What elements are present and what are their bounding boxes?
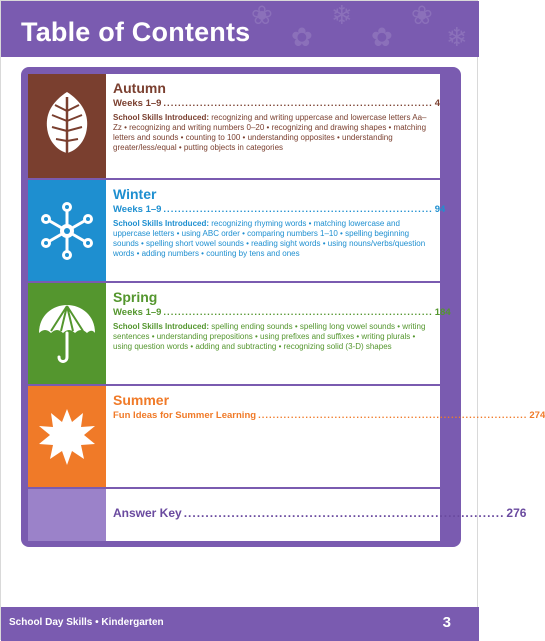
summer-content	[106, 386, 545, 487]
toc-entry-winter[interactable]	[28, 180, 446, 281]
umbrella-icon	[35, 299, 99, 369]
entry-label: Answer Key	[113, 506, 182, 520]
summer-tile	[28, 386, 106, 487]
toc-entry-answer-key[interactable]	[28, 489, 527, 541]
season-title: Spring	[113, 289, 158, 305]
skills-list: spelling ending sounds • spelling long vowel sounds • writing sentences • understanding prepositions • using prefixes and suffixes • writing plurals • using question words • adding and subtracting • recognizing solid (3-D) shapes	[113, 322, 426, 351]
skills-lead: School Skills Introduced:	[113, 219, 210, 228]
decorative-pattern-icon: ❀	[411, 1, 433, 31]
skills-list: recognizing rhyming words • matching lowercase and uppercase letters • using ABC order • comparing numbers 1–10 • spelling beginning sounds • spelling short vowel sounds • reading sight words • using nouns/verbs/question words • adding numbers • counting by tens and ones	[113, 219, 426, 258]
dot-leader: ..........................................................................	[258, 410, 528, 421]
dot-leader: ..........................................................................	[163, 98, 433, 109]
page-number: 94	[434, 204, 446, 215]
decorative-pattern-icon: ✿	[371, 23, 393, 53]
spring-content	[106, 283, 451, 384]
weeks-label: Weeks 1–9	[113, 98, 162, 109]
weeks-label: Weeks 1–9	[113, 204, 162, 215]
page-number: 4	[434, 98, 441, 109]
winter-tile	[28, 180, 106, 281]
page-title: Table of Contents	[21, 17, 251, 47]
skills-text	[113, 322, 432, 352]
answer-key-tile	[28, 489, 106, 541]
page-number: 184	[434, 307, 451, 318]
sun-icon	[37, 407, 97, 467]
skills-lead: School Skills Introduced:	[113, 322, 210, 331]
decorative-pattern-icon: ✿	[291, 23, 313, 53]
skills-lead: School Skills Introduced:	[113, 113, 210, 122]
weeks-line	[113, 97, 441, 111]
skills-text	[113, 219, 432, 259]
season-title: Summer	[113, 392, 170, 408]
dot-leader: ..........................................................................	[183, 506, 505, 520]
toc-entry-autumn[interactable]	[28, 74, 440, 178]
answer-key-content	[106, 489, 527, 541]
weeks-label: Weeks 1–9	[113, 307, 162, 318]
summer-entry-line	[113, 409, 545, 423]
answer-key-line	[113, 503, 527, 523]
leaf-icon	[38, 89, 96, 163]
weeks-line	[113, 306, 451, 320]
page-number: 274	[529, 410, 545, 421]
autumn-content	[106, 74, 440, 178]
season-title: Autumn	[113, 80, 166, 96]
footer-band	[1, 607, 479, 641]
decorative-pattern-icon: ❄	[446, 23, 468, 53]
weeks-line	[113, 203, 446, 217]
page-number: 276	[506, 506, 527, 520]
autumn-tile	[28, 74, 106, 178]
toc-entry-summer[interactable]	[28, 386, 545, 487]
decorative-pattern-icon: ❄	[331, 1, 353, 31]
skills-list: recognizing and writing uppercase and lowercase letters Aa–Zz • recognizing and writing numbers 0–20 • recognizing and drawing shapes • matching letters and sounds • counting to 100 • understanding opposites • understanding greater/less/equal • putting objects in categories	[113, 113, 427, 152]
footer-book-title: School Day Skills • Kindergarten	[9, 617, 164, 628]
toc-entry-spring[interactable]	[28, 283, 451, 384]
snowflake-icon	[35, 199, 99, 263]
header-band	[1, 1, 479, 57]
entry-label: Fun Ideas for Summer Learning	[113, 410, 257, 421]
season-title: Winter	[113, 186, 157, 202]
skills-text	[113, 113, 432, 153]
dot-leader: ..........................................................................	[163, 307, 433, 318]
decorative-pattern-icon: ❀	[251, 1, 273, 31]
winter-content	[106, 180, 446, 281]
footer-page-number: 3	[442, 614, 451, 631]
spring-tile	[28, 283, 106, 384]
dot-leader: ..........................................................................	[163, 204, 433, 215]
